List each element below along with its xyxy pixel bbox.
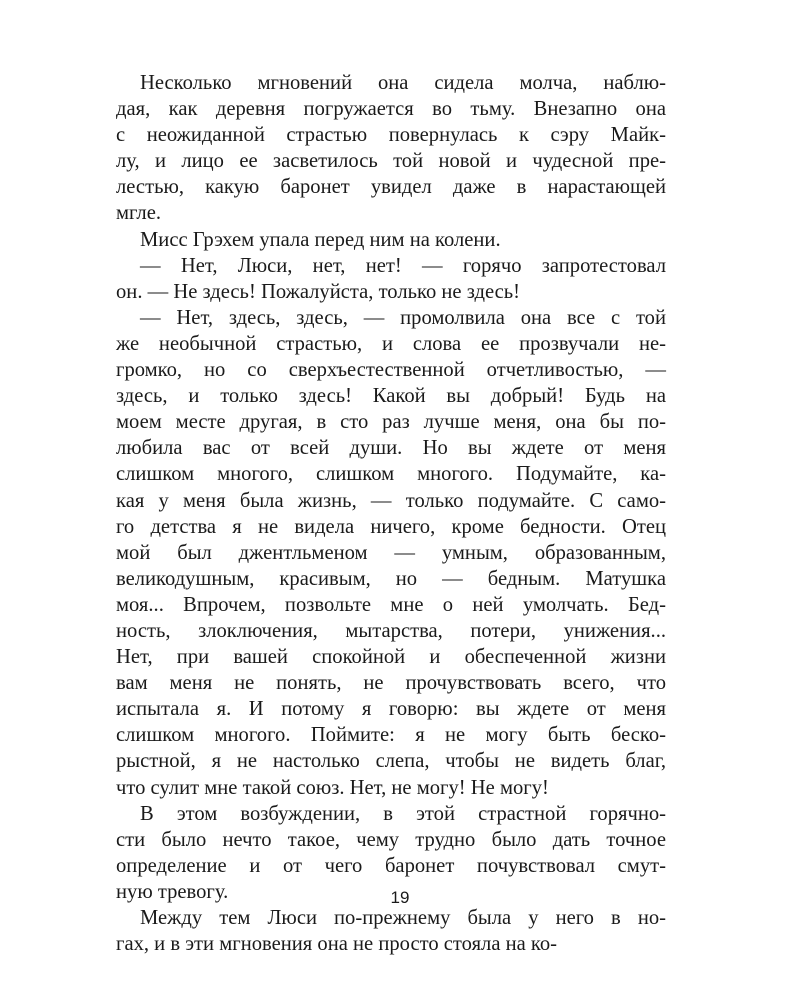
text-line: кая у меня была жизнь, — только подумайте. С само- xyxy=(116,489,666,512)
text-line: вам меня не понять, не прочувствовать всего, что xyxy=(116,672,666,695)
text-line: что сулит мне такой союз. Нет, не могу! Не могу! xyxy=(116,776,549,799)
text-line: же необычной страстью, и слова ее прозвучали не- xyxy=(116,332,666,355)
text-line: — Нет, Люси, нет, нет! — горячо запротестовал xyxy=(140,254,666,277)
text-line: великодушным, красивым, но — бедным. Матушка xyxy=(116,567,666,590)
paragraph xyxy=(116,905,666,957)
text-line: мгле. xyxy=(116,202,161,225)
paragraph xyxy=(116,253,666,305)
text-line: Мисс Грэхем упала перед ним на колени. xyxy=(140,228,501,251)
text-line: В этом возбуждении, в этой страстной горячно- xyxy=(140,802,666,825)
paragraph xyxy=(116,70,666,227)
text-line: он. — Не здесь! Пожалуйста, только не здесь! xyxy=(116,280,521,303)
text-line: моя... Впрочем, позвольте мне о ней умолчать. Бед- xyxy=(116,593,666,616)
text-line: рыстной, я не настолько слепа, чтобы не видеть благ, xyxy=(116,750,666,773)
paragraph xyxy=(116,305,666,801)
text-line: — Нет, здесь, здесь, — промолвила она все с той xyxy=(140,306,666,329)
text-line: го детства я не видела ничего, кроме бедности. Отец xyxy=(116,515,666,538)
text-line: испытала я. И потому я говорю: вы ждете от меня xyxy=(116,698,666,721)
book-page-text xyxy=(116,70,666,957)
text-line: слишком многого. Поймите: я не могу быть беско- xyxy=(116,724,666,747)
page-number: 19 xyxy=(390,888,410,907)
text-line: ность, злоключения, мытарства, потери, унижения... xyxy=(116,619,666,642)
text-line: гах, и в эти мгновения она не просто стояла на ко- xyxy=(116,933,558,956)
text-line: с неожиданной страстью повернулась к сэру Майк- xyxy=(116,124,666,147)
text-line: любила вас от всей души. Но вы ждете от меня xyxy=(116,437,666,460)
text-line: громко, но со сверхъестественной отчетливостью, — xyxy=(116,359,666,382)
text-line: слишком многого, слишком многого. Подумайте, ка- xyxy=(116,463,666,486)
text-line: мой был джентльменом — умным, образованным, xyxy=(116,541,666,564)
text-line: лу, и лицо ее засветилось той новой и чудесной пре- xyxy=(116,150,666,173)
text-line: здесь, и только здесь! Какой вы добрый! Будь на xyxy=(116,385,666,408)
text-line: лестью, какую баронет увидел даже в нарастающей xyxy=(116,176,666,199)
paragraph xyxy=(116,227,666,253)
text-line: сти было нечто такое, чему трудно было дать точное xyxy=(116,828,666,851)
text-line: ную тревогу. xyxy=(116,880,229,903)
text-line: Между тем Люси по-прежнему была у него в но- xyxy=(140,907,666,929)
text-line: моем месте другая, в сто раз лучше меня, она бы по- xyxy=(116,411,666,434)
text-line: Нет, при вашей спокойной и обеспеченной жизни xyxy=(116,646,666,669)
text-line: определение и от чего баронет почувствовал смут- xyxy=(116,854,666,877)
text-line: Несколько мгновений она сидела молча, наблю- xyxy=(140,72,666,94)
text-line: дая, как деревня погружается во тьму. Внезапно она xyxy=(116,98,666,121)
